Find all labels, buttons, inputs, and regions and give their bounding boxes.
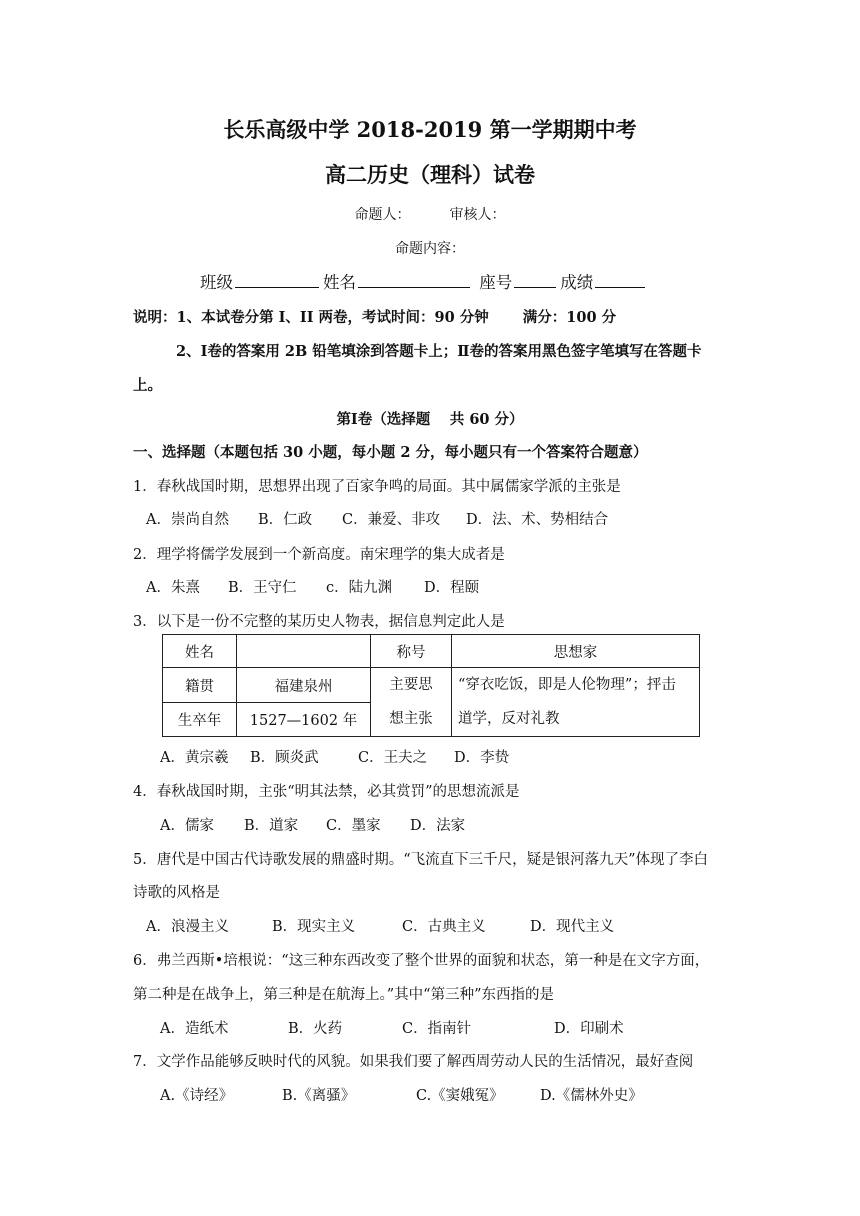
instructions-line-2: 2、Ⅰ卷的答案用 2B 铅笔填涂到答题卡上；Ⅱ卷的答案用黑色签字笔填写在答题卡 [176, 343, 702, 360]
option-a[interactable]: A．黄宗羲 [160, 750, 229, 766]
name-label: 姓名 [323, 273, 356, 292]
option-c[interactable]: C．古典主义 [402, 919, 486, 935]
table-cell: 1527—1602 年 [237, 703, 371, 737]
option-a[interactable]: A．造纸术 [160, 1021, 229, 1037]
author-line [0, 204, 860, 224]
class-label: 班级 [200, 273, 233, 292]
exam-subtitle: 高二历史（理科）试卷 [325, 162, 535, 187]
question-3-stem: 3．以下是一份不完整的某历史人物表，据信息判定此人是 [133, 614, 505, 630]
option-d[interactable]: D．李贽 [454, 750, 510, 766]
option-c[interactable]: C．指南针 [402, 1021, 472, 1037]
class-blank[interactable] [235, 271, 319, 288]
exam-title: 长乐高级中学 2018-2019 第一学期期中考 [223, 117, 637, 142]
question-5-stem: 5．唐代是中国古代诗歌发展的鼎盛时期。“飞流直下三千尺，疑是银河落九天”体现了李白 [133, 852, 709, 868]
option-b[interactable]: B．现实主义 [272, 919, 356, 935]
option-d[interactable]: D.《儒林外史》 [540, 1088, 643, 1104]
instructions-line-1: 说明：1、本试卷分第 I、II 两卷，考试时间：90 分钟 满分：100 分 [133, 309, 617, 326]
option-c[interactable]: c．陆九渊 [326, 580, 393, 596]
instructions-line-3: 上。 [133, 377, 162, 394]
section-instruction: 一、选择题（本题包括 30 小题，每小题 2 分，每小题只有一个答案符合题意） [133, 444, 648, 461]
score-label: 成绩 [560, 273, 594, 292]
option-a[interactable]: A．崇尚自然 [146, 512, 229, 528]
option-d[interactable]: D．现代主义 [530, 919, 615, 935]
table-cell-merged-value: “穿衣吃饭，即是人伦物理”；抨击 道学，反对礼教 [452, 668, 700, 737]
table-cell: 思想家 [452, 635, 700, 668]
seat-blank[interactable] [514, 271, 556, 288]
question-6-stem: 6．弗兰西斯•培根说：“这三种东西改变了整个世界的面貌和状态，第一种是在文字方面， [133, 953, 710, 969]
option-c[interactable]: C．兼爱、非攻 [342, 512, 441, 528]
option-c[interactable]: C.《窦娥冤》 [416, 1088, 504, 1104]
table-cell-merged-label: 主要思 想主张 [371, 668, 452, 737]
option-c[interactable]: C．墨家 [326, 818, 381, 834]
content-label: 命题内容： [395, 241, 465, 257]
option-b[interactable]: B．道家 [244, 818, 299, 834]
option-d[interactable]: D．印刷术 [554, 1021, 624, 1037]
table-cell: 籍贯 [163, 668, 237, 703]
question-2-stem: 2．理学将儒学发展到一个新高度。南宋理学的集大成者是 [133, 547, 505, 563]
table-cell: 姓名 [163, 635, 237, 668]
question-1-stem: 1．春秋战国时期，思想界出现了百家争鸣的局面。其中属儒家学派的主张是 [133, 479, 621, 495]
question-5-stem-cont: 诗歌的风格是 [133, 885, 220, 901]
option-c[interactable]: C．王夫之 [358, 750, 428, 766]
seat-label: 座号 [479, 273, 513, 292]
table-cell: 生卒年 [163, 703, 237, 737]
historical-figure-table [162, 634, 700, 737]
section-title: 第Ⅰ卷（选择题 共 60 分） [336, 411, 524, 428]
option-a[interactable]: A.《诗经》 [160, 1088, 234, 1104]
table-cell: 称号 [371, 635, 452, 668]
option-a[interactable]: A．浪漫主义 [146, 919, 229, 935]
student-info-fields [200, 269, 649, 293]
option-b[interactable]: B．顾炎武 [250, 750, 319, 766]
table-cell: 福建泉州 [237, 668, 371, 703]
option-b[interactable]: B．仁政 [258, 512, 313, 528]
table-row [163, 668, 700, 703]
option-a[interactable]: A．儒家 [160, 818, 214, 834]
question-7-stem: 7．文学作品能够反映时代的风貌。如果我们要了解西周劳动人民的生活情况，最好查阅 [133, 1054, 694, 1070]
table-row [163, 635, 700, 668]
question-6-stem-cont: 第二种是在战争上，第三种是在航海上。”其中“第三种”东西指的是 [133, 987, 554, 1003]
authors-label: 命题人： [354, 207, 411, 223]
score-blank[interactable] [595, 271, 645, 288]
option-b[interactable]: B.《离骚》 [282, 1088, 356, 1104]
option-d[interactable]: D．程颐 [424, 580, 480, 596]
option-a[interactable]: A．朱熹 [146, 580, 200, 596]
question-4-stem: 4．春秋战国时期，主张“明其法禁，必其赏罚”的思想流派是 [133, 784, 520, 800]
reviewer-label: 审核人： [449, 207, 506, 223]
option-b[interactable]: B．王守仁 [228, 580, 297, 596]
name-blank[interactable] [358, 271, 470, 288]
option-d[interactable]: D．法家 [410, 818, 466, 834]
table-cell [237, 635, 371, 668]
option-b[interactable]: B．火药 [288, 1021, 343, 1037]
option-d[interactable]: D．法、术、势相结合 [466, 512, 609, 528]
